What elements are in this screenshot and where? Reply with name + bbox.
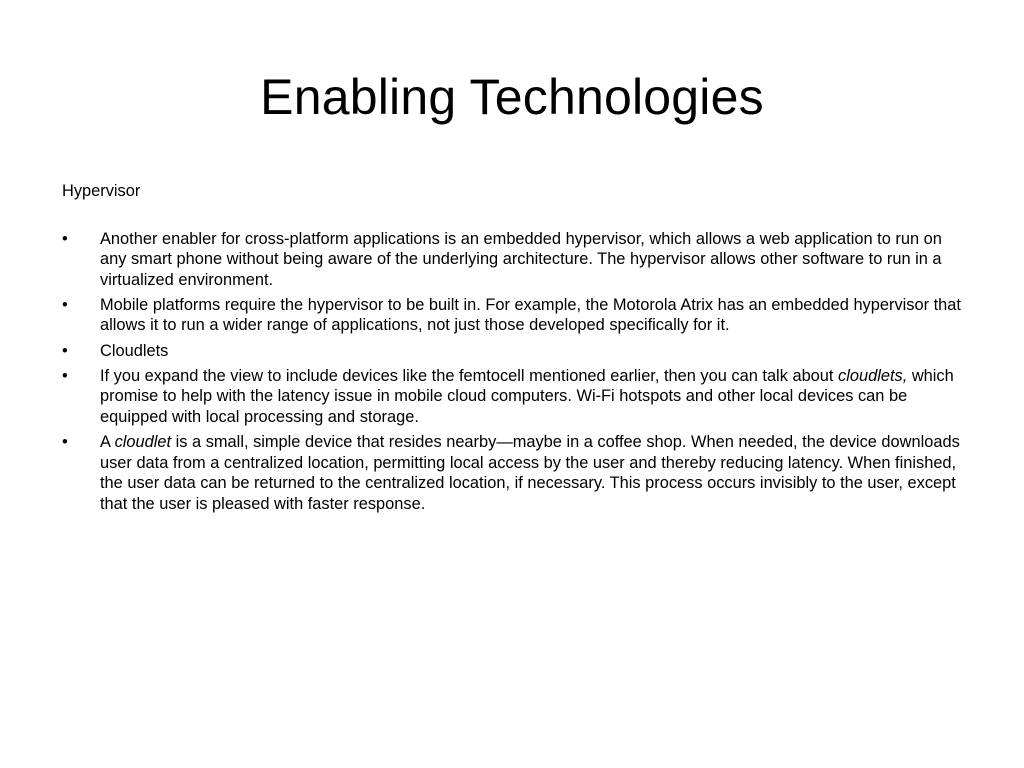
bullet-item (62, 341, 967, 362)
bullet-text-segment: which promise to help with the latency issue in mobile cloud computers. Wi-Fi hotspots and other local devices can be equipped with local processing and storage. (100, 366, 954, 426)
bullet-item (62, 229, 967, 291)
bullet-dot-icon: • (62, 295, 68, 314)
bullet-text-italic: cloudlets, (838, 366, 908, 385)
section-heading: Hypervisor (62, 182, 141, 200)
bullet-list (62, 229, 967, 515)
slide-title: Enabling Technologies (260, 69, 764, 125)
bullet-item (62, 366, 967, 428)
bullet-text-segment: Mobile platforms require the hypervisor to be built in. For example, the Motorola Atrix has an embedded hypervisor that allows it to run a wider range of applications, not just those developed specifically for it. (100, 295, 961, 335)
bullet-text-segment: If you expand the view to include devices like the femtocell mentioned earlier, then you can talk about (100, 366, 839, 385)
bullet-text-italic: cloudlet (114, 432, 172, 451)
bullet-text (100, 367, 954, 426)
bullet-item (62, 295, 967, 336)
bullet-text (100, 296, 961, 335)
slide-content (62, 181, 967, 519)
bullet-text-segment: A (100, 432, 115, 451)
bullet-text (100, 342, 168, 360)
bullet-text-segment: Another enabler for cross-platform applications is an embedded hypervisor, which allows a web application to run on any smart phone without being aware of the underlying architecture. The hypervisor allows other software to run in a virtualized environment. (100, 229, 942, 289)
bullet-text-segment: is a small, simple device that resides nearby—maybe in a coffee shop. When needed, the device downloads user data from a centralized location, permitting local access by the user and thereby reducing latency. When finished, the user data can be returned to the centralized location, if necessary. This process occurs invisibly to the user, except that the user is pleased with faster response. (100, 432, 960, 513)
bullet-dot-icon: • (62, 229, 68, 248)
bullet-item (62, 432, 967, 514)
bullet-text (100, 433, 960, 513)
bullet-text (100, 230, 942, 289)
bullet-dot-icon: • (62, 432, 68, 451)
bullet-text-segment: Cloudlets (100, 341, 169, 360)
bullet-dot-icon: • (62, 341, 68, 360)
bullet-dot-icon: • (62, 366, 68, 385)
